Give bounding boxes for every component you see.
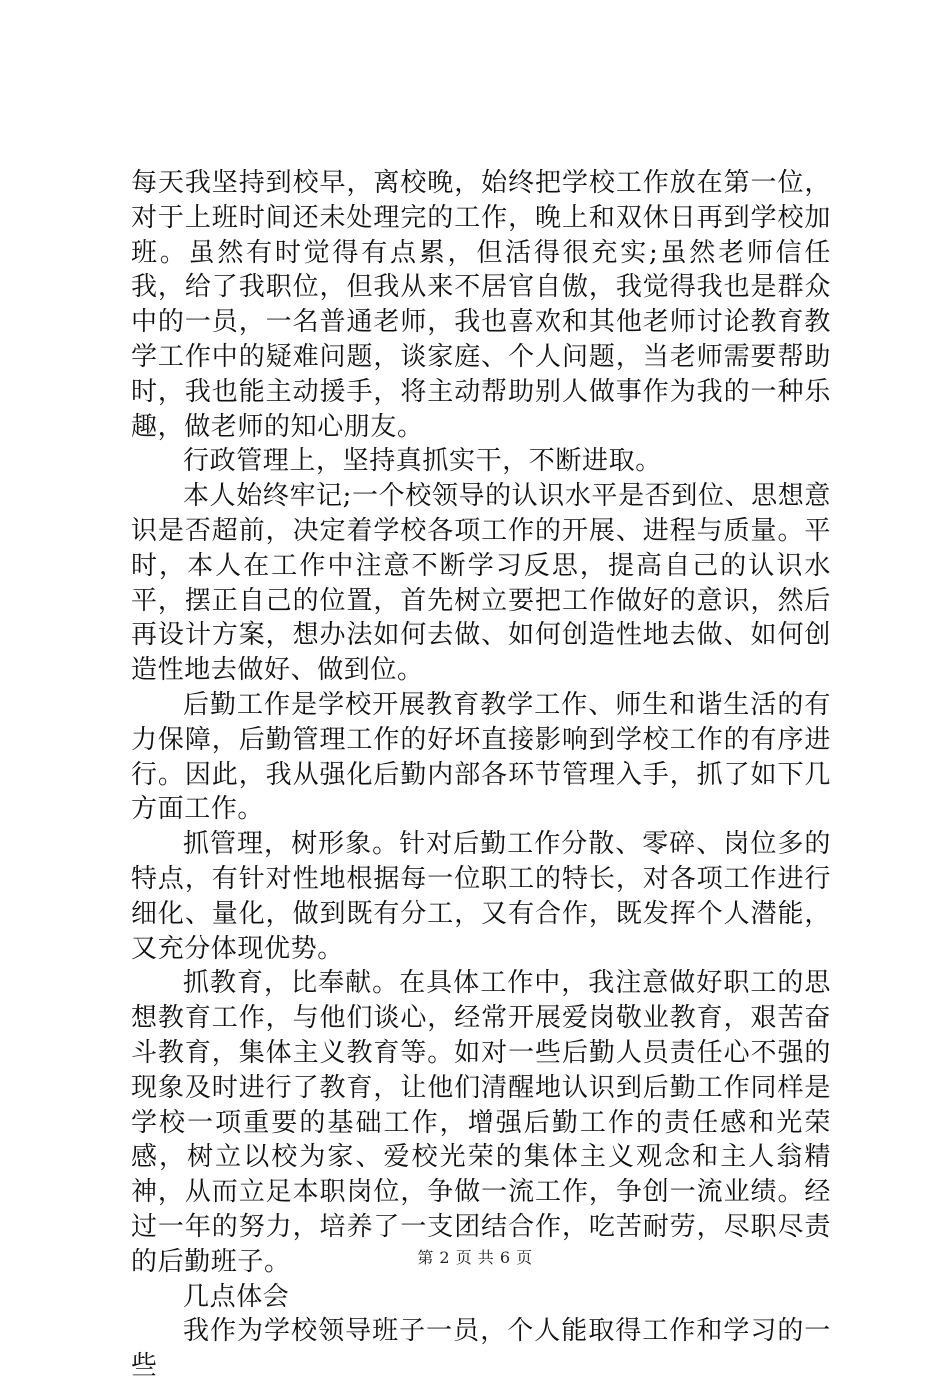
- paragraph: 抓管理，树形象。针对后勤工作分散、零碎、岗位多的特点，有针对性地根据每一位职工的特长，对各项工作进行细化、量化，做到既有分工，又有合作，既发挥个人潜能，又充分体现优势。: [131, 829, 831, 964]
- section-heading: 几点体会: [183, 1281, 290, 1312]
- paragraph: 本人始终牢记;一个校领导的认识水平是否到位、思想意识是否超前，决定着学校各项工作的开展、进程与质量。平时，本人在工作中注意不断学习反思，提高自己的认识水平，摆正自己的位置，首先树立要把工作做好的意识，然后再设计方案，想办法如何去做、如何创造性地去做、如何创造性地去做好、做到位。: [131, 481, 831, 686]
- paragraph: 我作为学校领导班子一员，个人能取得工作和学习的一些: [131, 1316, 831, 1382]
- paragraph: 每天我坚持到校早，离校晚，始终把学校工作放在第一位，对于上班时间还未处理完的工作，晚上和双休日再到学校加班。虽然有时觉得有点累，但活得很充实;虽然老师信任我，给了我职位，但我从来不居官自傲，我觉得我也是群众中的一员，一名普通老师，我也喜欢和其他老师讨论教育教学工作中的疑难问题，谈家庭、个人问题，当老师需要帮助时，我也能主动援手，将主动帮助别人做事作为我的一种乐趣，做老师的知心朋友。: [131, 168, 831, 442]
- paragraph: 抓教育，比奉献。在具体工作中，我注意做好职工的思想教育工作，与他们谈心，经常开展爱岗敬业教育，艰苦奋斗教育，集体主义教育等。如对一些后勤人员责任心不强的现象及时进行了教育，让他们清醒地认识到后勤工作同样是学校一项重要的基础工作，增强后勤工作的责任感和光荣感，树立以校为家、爱校光荣的集体主义观念和主人翁精神，从而立足本职岗位，争做一流工作，争创一流业绩。经过一年的努力，培养了一支团结合作，吃苦耐劳，尽职尽责的后勤班子。: [131, 968, 831, 1277]
- paragraph: 后勤工作是学校开展教育教学工作、师生和谐生活的有力保障，后勤管理工作的好坏直接影响到学校工作的有序进行。因此，我从强化后勤内部各环节管理入手，抓了如下几方面工作。: [131, 689, 831, 825]
- page-number-footer: 第 2 页 共 6 页: [417, 1248, 533, 1267]
- document-body: [131, 166, 831, 1384]
- paragraph: 行政管理上，坚持真抓实干，不断进取。: [183, 446, 662, 477]
